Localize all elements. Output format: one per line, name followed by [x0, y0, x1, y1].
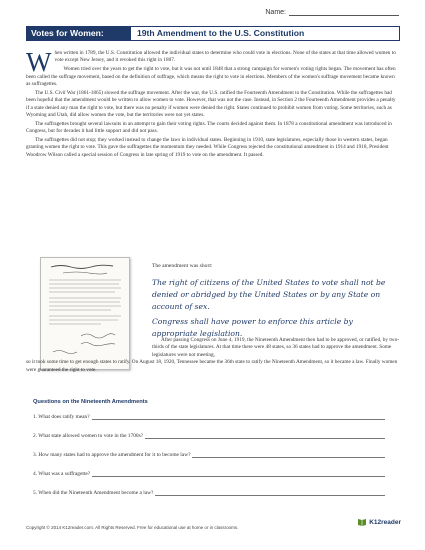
- question-5: [33, 490, 385, 496]
- reading-passage: [26, 47, 400, 161]
- k12reader-logo: [357, 517, 401, 527]
- amendment-intro: The amendment was short:: [152, 263, 213, 269]
- answer-line-4[interactable]: [92, 471, 385, 477]
- question-5-text: 5. When did the Nineteenth Amendment become a law?: [33, 490, 154, 496]
- question-4: [33, 471, 385, 477]
- paragraph-2: Women tried over the years to get the right to vote, but it was not until 1848 that a strong campaign for women's voting rights began. The movement has often been called the suffrage movement, based on the definition of suffrage, which means the right to vote in elections. Members of the women's suffrage movement became known as suffragettes.: [26, 66, 396, 88]
- banner-left-title: Votes for Women:: [26, 26, 131, 41]
- title-banner: [26, 26, 400, 41]
- question-1: [33, 414, 385, 420]
- amendment-quote-section-2: Congress shall have power to enforce this article by appropriate legislation.: [152, 317, 353, 338]
- questions-heading: Questions on the Nineteenth Amendments: [33, 399, 148, 405]
- drop-cap: W: [26, 47, 52, 77]
- answer-line-5[interactable]: [155, 490, 385, 496]
- closing-passage: [26, 337, 400, 374]
- question-2-text: 2. What state allowed women to vote in the 1700s?: [33, 433, 144, 439]
- closing-paragraph-part-2: so it took some time to get enough states to ratify. On August 18, 1920, Tennessee became the 36th state to ratify the Nineteenth Amendment, so it became a law. Finally women were guaranteed the right to vote.: [26, 359, 398, 373]
- book-icon: [357, 517, 367, 527]
- question-2: [33, 433, 385, 439]
- name-blank-line: [289, 8, 399, 16]
- answer-line-2[interactable]: [145, 433, 385, 439]
- paragraph-5: The suffragettes did not stop; they worked instead to change the laws in individual states. Beginning in 1910, state legislatures, especially those in western states, began granting women the right to vote. This gave the suffragettes the momentum they needed. While Congress rejected the constitutional amendment in 1914 and 1918, President Woodrow Wilson called a special session of Congress in late spring of 1919 to vote on the amendment. It passed.: [26, 137, 389, 158]
- name-label: Name:: [265, 9, 286, 16]
- paragraph-4: The suffragettes brought several lawsuits in an attempt to gain their voting rights. The courts decided against them. In 1878 a constitutional amendment was introduced in Congress, but for decades it had little support and did not pass.: [26, 120, 392, 135]
- question-4-text: 4. What was a suffragette?: [33, 471, 91, 477]
- question-3: [33, 452, 385, 458]
- banner-right-title: 19th Amendment to the U.S. Constitution: [131, 26, 400, 41]
- copyright-footer: Copyright © 2014 K12reader.com. All Rights Reserved. Free for educational use at home or in classrooms.: [26, 525, 239, 530]
- paragraph-1-text: hen written in 1789, the U.S. Constitution allowed the individual states to determine who could vote in elections. None of the states at that time allowed women to vote except New Jersey, and it revoked this right in 1807.: [54, 50, 396, 64]
- question-1-text: 1. What does ratify mean?: [33, 414, 90, 420]
- answer-line-1[interactable]: [92, 414, 385, 420]
- paragraph-3: The U.S. Civil War (1861-1865) slowed the suffrage movement. After the war, the U.S. ratified the Fourteenth Amendment to the Constitution. While the suffragettes had been hopeful that the amendment would be written to allow women to vote. However, that was not the case. Instead, in Section 2 the Fourteenth Amendment provides a penalty if a state denied any man the right to vote, but there was no penalty if women were denied the right. States continued to prohibit women from voting. Some territories, such as Wyoming and Utah, did allow women the vote, but the territories were not yet states.: [26, 89, 396, 119]
- question-3-text: 3. How many states had to approve the amendment for it to become law?: [33, 452, 191, 458]
- closing-paragraph-part-1: After passing Congress on June 4, 1919, the Nineteenth Amendment then had to be approved, or ratified, by two-thirds of the state legislatures. At that time there were 48 states, so 36 states had to approve the amendment. Some legislatures were not meeting,: [152, 337, 399, 358]
- answer-line-3[interactable]: [192, 452, 385, 458]
- amendment-quote-section-1: The right of citizens of the United States to vote shall not be denied or abridged by the United States or by any State on account of sex.: [152, 278, 386, 311]
- logo-text: K12reader: [369, 518, 401, 526]
- name-field: [265, 8, 399, 16]
